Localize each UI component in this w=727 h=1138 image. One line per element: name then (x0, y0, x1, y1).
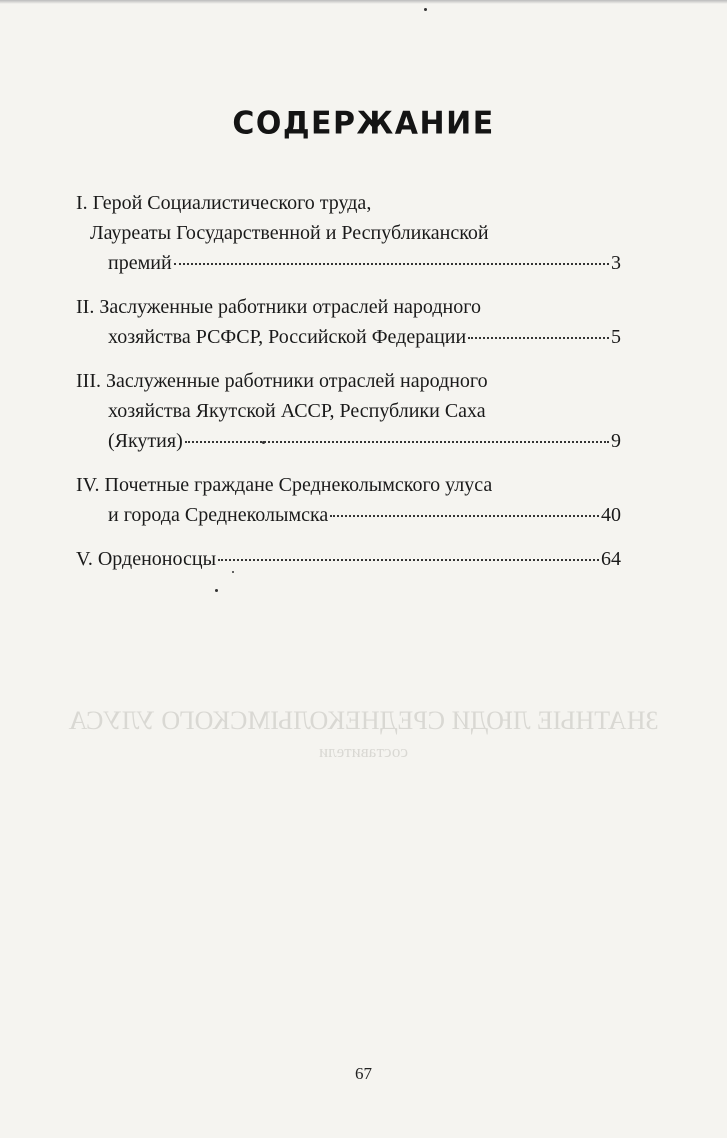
toc-entry-2-line-1: II. Заслуженные работники отраслей народного (76, 296, 481, 318)
bleed-through-title: ЗНАТНЫЕ ЛЮДИ СРЕДНЕКОЛЫМСКОГО УЛУСА (68, 706, 659, 735)
toc-entry-2-page: 5 (611, 326, 621, 348)
dot-leader (330, 515, 599, 517)
toc-entry-3-leader (76, 426, 621, 456)
print-speck (232, 571, 234, 573)
toc-entry-4-line-1: IV. Почетные граждане Среднеколымского улуса (76, 474, 493, 496)
toc-entry-5-page: 64 (601, 548, 621, 570)
dot-leader (468, 337, 609, 339)
dot-leader (218, 559, 599, 561)
toc-entry-3-page: 9 (611, 430, 621, 452)
toc-entry-1-line-3: премий (108, 252, 172, 274)
bleed-through-line: составители (319, 742, 408, 761)
toc-entry-3-line-2: хозяйства Якутской АССР, Республики Саха (108, 400, 486, 422)
table-of-contents (76, 188, 621, 588)
dot-leader (174, 263, 609, 265)
page-number: 67 (355, 1064, 372, 1083)
toc-entry-5-line-1: V. Орденоносцы (76, 548, 217, 570)
toc-entry-1-leader (76, 248, 621, 278)
toc-entry-3-line-1: III. Заслуженные работники отраслей народного (76, 370, 488, 392)
print-speck (215, 589, 218, 592)
toc-entry-4 (76, 470, 621, 530)
toc-entry-4-line-2: и города Среднеколымска (108, 504, 329, 526)
toc-entry-1-line-2: Лауреаты Государственной и Республиканской (90, 222, 489, 244)
page-title: СОДЕРЖАНИЕ (232, 105, 495, 142)
print-speck (262, 441, 265, 444)
bleed-through-block (0, 800, 727, 860)
toc-entry-4-page: 40 (601, 504, 621, 526)
toc-entry-5 (76, 544, 621, 574)
toc-entry-2 (76, 292, 621, 352)
toc-entry-1-page: 3 (611, 252, 621, 274)
toc-entry-2-line-2: хозяйства РСФСР, Российской Федерации (108, 326, 467, 348)
toc-entry-5-leader (76, 544, 621, 574)
toc-entry-4-leader (76, 500, 621, 530)
toc-entry-1 (76, 188, 621, 278)
toc-entry-1-line-1: I. Герой Социалистического труда, (76, 192, 372, 214)
page-top-edge (0, 0, 727, 4)
toc-entry-3-line-3: (Якутия) (108, 430, 183, 452)
dot-leader (185, 441, 609, 443)
print-speck (424, 8, 427, 11)
toc-entry-2-leader (76, 322, 621, 352)
toc-entry-3 (76, 366, 621, 456)
